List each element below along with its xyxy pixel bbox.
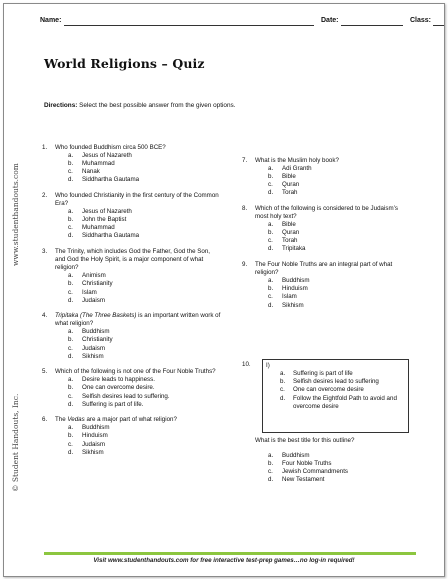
answer-option[interactable] — [55, 328, 222, 336]
left-question-column — [42, 144, 222, 464]
option-text: Buddhism — [82, 328, 110, 336]
option-letter: c. — [268, 293, 273, 301]
option-text: Four Noble Truths — [282, 460, 332, 468]
option-letter: a. — [268, 277, 274, 285]
answer-option[interactable] — [55, 297, 222, 305]
option-letter: d. — [268, 301, 274, 309]
option-text: Tripitaka — [282, 245, 306, 253]
worksheet-page — [3, 3, 445, 577]
option-text: New Testament — [282, 476, 325, 484]
option-letter: b. — [68, 432, 74, 440]
answer-option[interactable] — [255, 237, 412, 245]
option-letter: c. — [68, 168, 73, 176]
question-7: 7. What is the Muslim holy book? a. Adi Granth b. Bible c. Quran d. Torah — [242, 157, 412, 197]
option-text: Christianity — [82, 280, 113, 288]
answer-option[interactable] — [55, 216, 222, 224]
option-text: Hinduism — [282, 285, 308, 293]
answer-option[interactable] — [55, 424, 222, 432]
option-letter: d. — [68, 296, 74, 304]
option-text: Quran — [282, 229, 300, 237]
answer-option[interactable] — [255, 468, 412, 476]
option-text: Torah — [282, 237, 298, 245]
option-text: Siddhartha Gautama — [82, 232, 140, 240]
page-title: World Religions – Quiz — [44, 56, 205, 71]
question-3: 3. The Trinity, which includes God the Father, God the Son, and God the Holy Spirit, is a major component of what religion? a. Animism b. Christianity c. Islam d. Judaism — [42, 248, 222, 305]
answer-option[interactable] — [55, 168, 222, 176]
option-letter: d. — [68, 232, 74, 240]
option-text: John the Baptist — [82, 216, 127, 224]
option-letter: c. — [268, 237, 273, 245]
option-letter: c. — [68, 392, 73, 400]
answer-option[interactable] — [55, 224, 222, 232]
option-letter: d. — [268, 189, 274, 197]
question-9: 9. The Four Noble Truths are an integral part of what religion? a. Buddhism b. Hinduism c. Islam d. Sikhism — [242, 261, 412, 310]
option-text: Judaism — [82, 440, 106, 448]
option-letter: d. — [268, 476, 274, 484]
name-blank[interactable] — [64, 25, 314, 26]
answer-option[interactable] — [55, 441, 222, 449]
answer-option[interactable] — [55, 384, 222, 392]
option-text: Muhammad — [82, 224, 115, 232]
outline-item: c. One can overcome desire — [280, 386, 364, 394]
name-label: Name: — [40, 17, 62, 24]
footer-rule — [44, 552, 416, 555]
student-info-header — [40, 17, 436, 29]
question-6: 6. The Vedas are a major part of what religion? a. Buddhism b. Hinduism c. Judaism d. Sikhism — [42, 416, 222, 456]
question-10-number: 10. — [242, 361, 251, 368]
question-2: 2. Who founded Christianity in the first century of the Common Era? a. Jesus of Nazareth b. John the Baptist c. Muhammad d. Siddhartha Gautama — [42, 192, 222, 241]
option-letter: b. — [68, 216, 74, 224]
option-letter: d. — [268, 245, 274, 253]
sidebar-copyright: © Student Handouts, Inc. — [11, 393, 20, 492]
option-letter: b. — [68, 160, 74, 168]
answer-option[interactable] — [255, 229, 412, 237]
date-label: Date: — [321, 17, 339, 24]
option-text: Jesus of Nazareth — [82, 152, 132, 160]
directions-text: Select the best possible answer from the given options. — [79, 102, 236, 109]
option-text: Buddhism — [282, 277, 310, 285]
answer-option[interactable] — [255, 293, 412, 301]
question-10: What is the best title for this outline? a. Buddhism b. Four Noble Truths c. Jewish Commandments d. New Testament — [242, 437, 412, 492]
option-text: Jesus of Nazareth — [82, 208, 132, 216]
option-text: Adi Granth — [282, 165, 312, 173]
directions-label: Directions: — [44, 102, 78, 109]
option-letter: c. — [268, 181, 273, 189]
option-letter: b. — [68, 336, 74, 344]
sidebar-url: www.studenthandouts.com — [11, 163, 20, 266]
answer-option[interactable] — [55, 280, 222, 288]
answer-option[interactable] — [55, 345, 222, 353]
option-text: Siddhartha Gautama — [82, 176, 140, 184]
option-text: Sikhism — [82, 448, 104, 456]
answer-option[interactable] — [55, 336, 222, 344]
answer-option[interactable] — [255, 165, 412, 173]
option-text: Torah — [282, 189, 298, 197]
answer-option[interactable] — [255, 181, 412, 189]
option-text: Islam — [282, 293, 297, 301]
option-letter: c. — [68, 288, 73, 296]
question-1: 1. Who founded Buddhism circa 500 BCE? a. Jesus of Nazareth b. Muhammad c. Nanak d. Siddhartha Gautama — [42, 144, 222, 184]
option-letter: b. — [68, 384, 74, 392]
option-text: Judaism — [82, 296, 106, 304]
option-letter: a. — [68, 208, 74, 216]
answer-option[interactable] — [55, 376, 222, 384]
option-text: Animism — [82, 272, 106, 280]
answer-option[interactable] — [55, 152, 222, 160]
option-letter: a. — [68, 272, 74, 280]
option-letter: a. — [268, 221, 274, 229]
class-blank[interactable] — [433, 25, 445, 26]
option-text: Islam — [82, 288, 97, 296]
option-text: Christianity — [82, 336, 113, 344]
answer-option[interactable] — [55, 232, 222, 240]
answer-option[interactable] — [55, 176, 222, 184]
answer-option[interactable] — [55, 432, 222, 440]
outline-item: b. Selfish desires lead to suffering — [280, 378, 379, 386]
option-text: Sikhism — [282, 301, 304, 309]
class-label: Class: — [410, 17, 432, 24]
answer-option[interactable] — [255, 460, 412, 468]
outline-items — [280, 370, 400, 411]
option-letter: a. — [68, 328, 74, 336]
option-text: Buddhism — [82, 424, 110, 432]
question-4: 4. Tripitaka (The Three Baskets) is an important written work of what religion? a. Buddhism b. Christianity c. Judaism d. Sikhism — [42, 312, 221, 360]
option-letter: d. — [68, 352, 74, 360]
option-letter: a. — [68, 152, 74, 160]
option-text: Selfish desires lead to suffering. — [82, 392, 170, 400]
answer-option[interactable] — [255, 277, 412, 285]
answer-option[interactable] — [55, 449, 222, 457]
option-letter: a. — [68, 376, 74, 384]
answer-option[interactable] — [255, 285, 412, 293]
option-letter: c. — [268, 468, 273, 476]
directions — [44, 102, 235, 109]
option-letter: a. — [68, 424, 74, 432]
question-8: 8. Which of the following is considered to be Judaism’s most holy text? a. Bible b. Quran c. Torah d. Tripitaka — [242, 205, 412, 254]
answer-option[interactable] — [255, 452, 412, 460]
answer-option[interactable] — [255, 221, 412, 229]
answer-option[interactable] — [55, 393, 222, 401]
option-text: Judaism — [82, 344, 106, 352]
option-letter: b. — [68, 280, 74, 288]
option-text: Bible — [282, 221, 296, 229]
option-text: Quran — [282, 181, 300, 189]
option-letter: c. — [68, 440, 73, 448]
option-letter: d. — [68, 400, 74, 408]
answer-option[interactable] — [55, 160, 222, 168]
option-letter: b. — [268, 460, 274, 468]
footer-text: Visit www.studenthandouts.com for free interactive test-prep games…no log-in required! — [93, 557, 355, 564]
option-text: Buddhism — [282, 452, 310, 460]
option-letter: c. — [68, 224, 73, 232]
right-question-column — [242, 157, 412, 317]
answer-option[interactable] — [255, 173, 412, 181]
date-blank[interactable] — [341, 25, 403, 26]
option-letter: b. — [268, 285, 274, 293]
option-text: Jewish Commandments — [282, 468, 349, 476]
answer-option[interactable] — [55, 208, 222, 216]
option-text: Bible — [282, 173, 296, 181]
option-letter: b. — [268, 229, 274, 237]
answer-option[interactable] — [255, 245, 412, 253]
outline-item: a. Suffering is part of life — [280, 370, 353, 377]
answer-option[interactable] — [55, 401, 222, 409]
option-letter: d. — [68, 448, 74, 456]
answer-option[interactable] — [55, 289, 222, 297]
option-letter: d. — [68, 176, 74, 184]
answer-option[interactable] — [55, 272, 222, 280]
outline-heading: I) — [266, 362, 270, 369]
option-text: Nanak — [82, 168, 100, 176]
answer-option[interactable] — [255, 476, 412, 484]
option-text: Suffering is part of life. — [82, 400, 144, 408]
option-text: Hinduism — [82, 432, 108, 440]
option-text: Sikhism — [82, 352, 104, 360]
option-letter: a. — [268, 452, 274, 460]
option-letter: c. — [68, 344, 73, 352]
answer-option[interactable] — [255, 302, 412, 310]
answer-option[interactable] — [255, 189, 412, 197]
outline-box — [262, 359, 409, 433]
option-letter: b. — [268, 173, 274, 181]
option-text: Desire leads to happiness. — [82, 376, 155, 384]
option-text: Muhammad — [82, 160, 115, 168]
outline-item: d. Follow the Eightfold Path to avoid and overcome desire — [280, 394, 397, 410]
option-letter: a. — [268, 165, 274, 173]
answer-option[interactable] — [55, 353, 222, 361]
question-5: 5. Which of the following is not one of the Four Noble Truths? a. Desire leads to happiness. b. One can overcome desire. c. Selfish desires lead to suffering. d. Suffering is part of life. — [42, 368, 222, 408]
option-text: One can overcome desire. — [82, 384, 155, 392]
